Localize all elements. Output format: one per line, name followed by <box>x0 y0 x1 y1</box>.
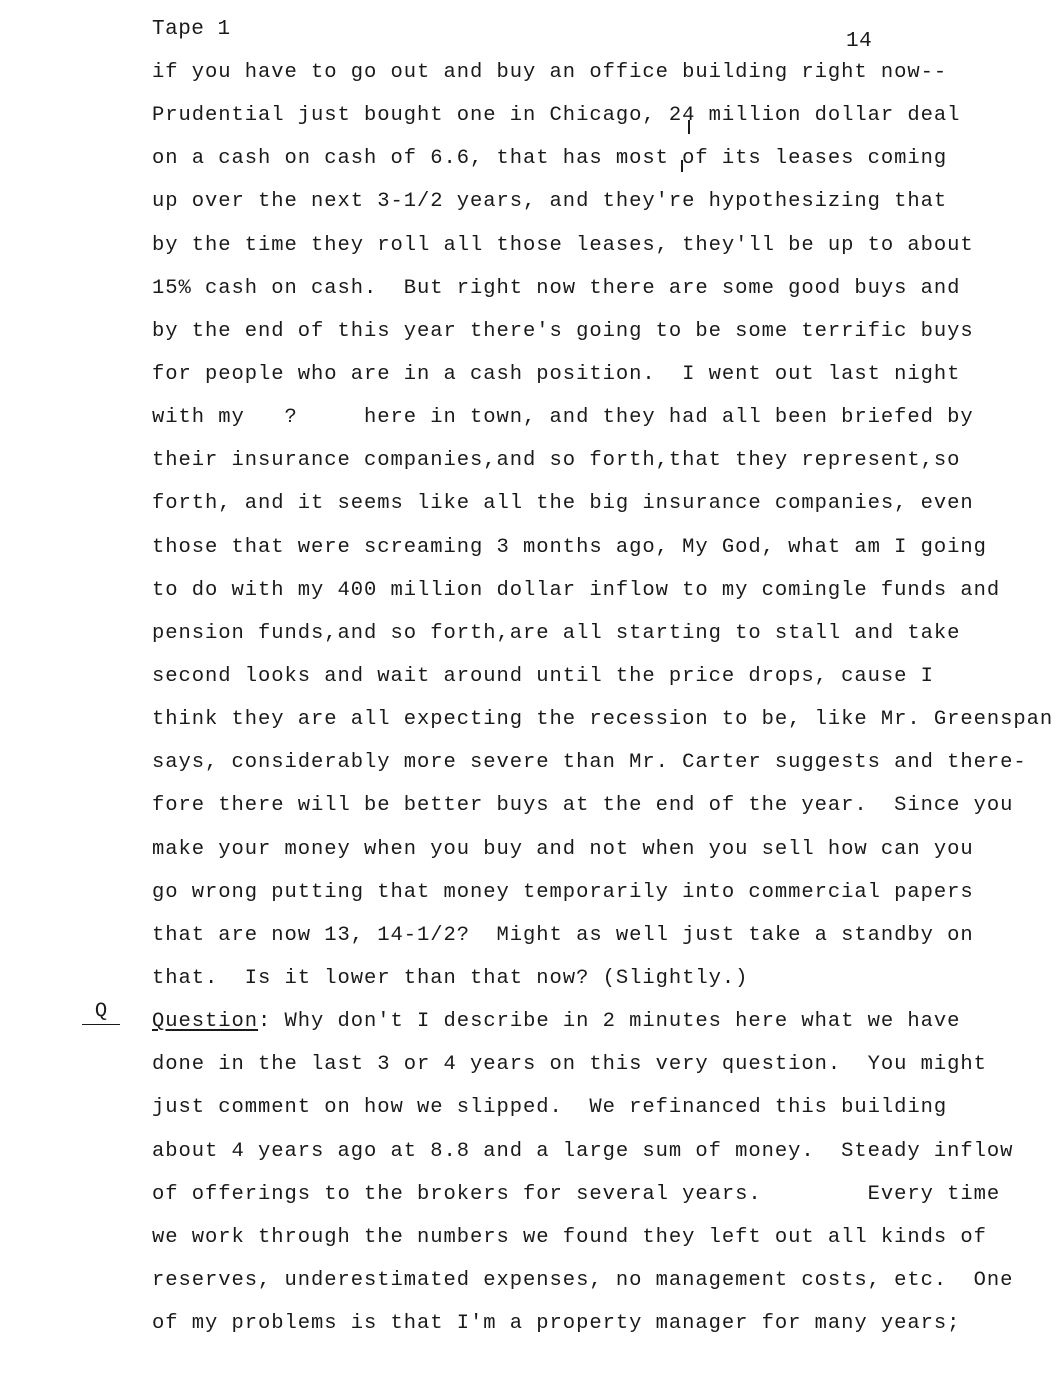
speaker-marker: Q <box>82 1000 120 1025</box>
transcript-line: 15% cash on cash. But right now there are some good buys and <box>152 276 961 300</box>
question-text: : Why don't I describe in 2 minutes here what we have <box>258 1010 961 1034</box>
transcript-line: of offerings to the brokers for several years. Every time <box>152 1182 1001 1206</box>
transcript-line: says, considerably more severe than Mr. Carter suggests and there- <box>152 751 1027 775</box>
page-number: 14 <box>846 30 873 53</box>
transcript-line: with my ? here in town, and they had all been briefed by <box>152 406 974 430</box>
transcript-line: pension funds,and so forth,are all starting to stall and take <box>152 621 961 645</box>
transcript-line: just comment on how we slipped. We refinanced this building <box>152 1096 948 1120</box>
transcript-body <box>152 58 1052 1352</box>
transcript-line: reserves, underestimated expenses, no management costs, etc. One <box>152 1268 1014 1292</box>
question-line <box>152 1007 1052 1050</box>
transcript-line: to do with my 400 million dollar inflow to my comingle funds and <box>152 578 1001 602</box>
transcript-line: if you have to go out and buy an office building right now-- <box>152 61 948 84</box>
question-label: Question <box>152 1010 259 1034</box>
tape-label: Tape 1 <box>152 18 231 41</box>
transcript-line: second looks and wait around until the price drops, cause I <box>152 664 934 688</box>
transcript-line: that are now 13, 14-1/2? Might as well just take a standby on <box>152 923 974 947</box>
transcript-line: their insurance companies,and so forth,that they represent,so <box>152 449 961 473</box>
transcript-line: by the end of this year there's going to be some terrific buys <box>152 319 974 343</box>
transcript-line: up over the next 3-1/2 years, and they're hypothesizing that <box>152 190 948 214</box>
transcript-line: Prudential just bought one in Chicago, 24 million dollar deal <box>152 104 961 128</box>
transcript-line: we work through the numbers we found they left out all kinds of <box>152 1225 987 1249</box>
transcript-line: for people who are in a cash position. I went out last night <box>152 362 961 386</box>
transcript-line: on a cash on cash of 6.6, that has most of its leases coming <box>152 147 948 171</box>
transcript-line: about 4 years ago at 8.8 and a large sum of money. Steady inflow <box>152 1139 1014 1163</box>
transcript-line: done in the last 3 or 4 years on this very question. You might <box>152 1053 987 1077</box>
transcript-line: of my problems is that I'm a property manager for many years; <box>152 1312 961 1336</box>
transcript-line: that. Is it lower than that now? (Slightly.) <box>152 966 749 990</box>
transcript-line: fore there will be better buys at the end of the year. Since you <box>152 794 1014 818</box>
transcript-line: make your money when you buy and not when you sell how can you <box>152 837 974 861</box>
transcript-line: think they are all expecting the recession to be, like Mr. Greenspan <box>152 708 1054 732</box>
transcript-line: forth, and it seems like all the big insurance companies, even <box>152 492 974 516</box>
transcript-line: go wrong putting that money temporarily into commercial papers <box>152 880 974 904</box>
transcript-line: by the time they roll all those leases, they'll be up to about <box>152 233 974 257</box>
transcript-line: those that were screaming 3 months ago, My God, what am I going <box>152 535 987 559</box>
